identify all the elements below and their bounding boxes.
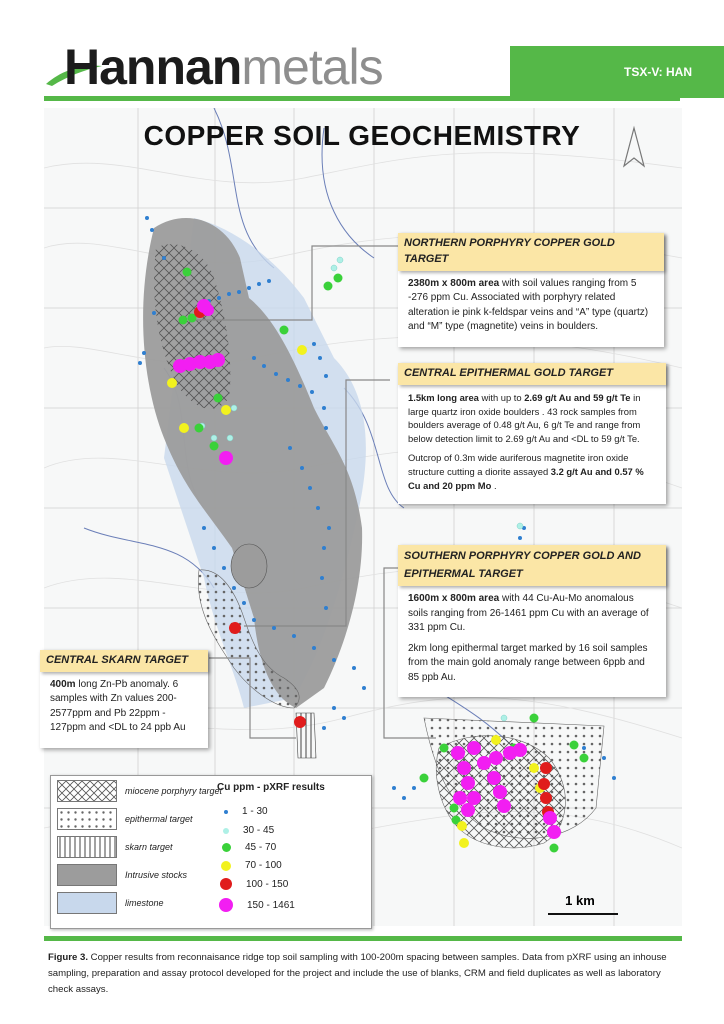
cu-class-2-label: 30 - 45: [243, 825, 275, 836]
callout-northern-heading: NORTHERN PORPHYRY COPPER GOLD TARGET: [398, 233, 664, 271]
legend-porphyry: [57, 780, 222, 802]
callout-northern: [398, 233, 664, 347]
callout-skarn-bold: 400m: [50, 678, 76, 690]
callout-central-bold3: 3.2 g/t Au and 0.57 % Cu and 20 ppm Mo: [408, 466, 644, 491]
logo-metals: metals: [241, 39, 383, 95]
caption-text: Copper results from reconnaisance ridge top soil sampling with 100-200m spacing between samples. Data from pXRF using an inhouse sampling, preparation and assay protocol developed for the project and include the use of blanks, CRM and field duplicates as well as laboratory check assays.: [48, 952, 667, 995]
figure-caption: [48, 950, 688, 998]
logo-hannan: Hannan: [64, 39, 242, 95]
cu-class-1-label: 1 - 30: [242, 806, 268, 817]
cu-class-6-label: 150 - 1461: [247, 899, 295, 911]
callout-central-text2: in large quartz iron oxide boulders . 43 rock samples from boulders average of 0.48 g/t Au, 6 g/t Te and range from below detection limit to 2.69 g/t Au and <DL to 59 g/t Te.: [408, 391, 641, 444]
cu-legend-title: Cu ppm - pXRF results: [217, 782, 325, 793]
callout-skarn-text: long Zn-Pb anomaly. 6 samples with Zn values 200-2577ppm and Pb 22ppm - 127ppm and <DL to 24 ppb Au: [50, 678, 186, 734]
callout-central-body: [398, 385, 666, 504]
callout-southern-bold: 1600m x 800m area: [408, 593, 500, 605]
page-header: [0, 0, 724, 100]
callout-southern-text1: with 44 Cu-Au-Mo anomalous soils ranging from 26-1461 ppm Cu with an average of 331 ppm Cu.: [408, 593, 649, 634]
callout-central-text3: Outcrop of 0.3m wide auriferous magnetite iron oxide structure cutting a diorite assayed: [408, 452, 629, 478]
legend-skarn: [57, 836, 173, 858]
cu-dot-icon: [220, 878, 232, 890]
callout-central-text4: .: [491, 479, 497, 491]
callout-southern: [398, 545, 666, 697]
crosshatch-swatch-icon: [57, 780, 117, 802]
cu-dot-icon: [222, 843, 231, 852]
legend-intrusive: [57, 864, 187, 886]
scale-bar: [548, 913, 618, 915]
callout-central-text1: with up to: [478, 391, 525, 403]
cu-class-3-label: 45 - 70: [245, 842, 277, 853]
cu-class-2: [219, 825, 274, 836]
map-legend: [50, 775, 372, 929]
callout-skarn: [40, 650, 208, 748]
scale-label: 1 km: [565, 893, 595, 908]
cu-class-4: [219, 860, 282, 871]
callout-northern-text: with soil values ranging from 5 -276 ppm Cu. Associated with porphyry related alteration ie pink k-feldspar veins and “A” type (quartz) and “M” type (magnetite) veins in boulders.: [408, 277, 649, 333]
callout-skarn-body: [40, 672, 208, 748]
header-rule: [44, 96, 680, 101]
callout-northern-body: [398, 271, 664, 347]
legend-epithermal-label: epithermal target: [125, 814, 193, 824]
callout-southern-body: [398, 586, 666, 697]
ticker-badge: TSX-V: HAN: [510, 46, 724, 98]
callout-central-bold2: 2.69 g/t Au and 59 g/t Te: [524, 391, 631, 403]
callout-southern-heading: SOUTHERN PORPHYRY COPPER GOLD AND EPITHERMAL TARGET: [398, 545, 666, 586]
cu-class-5-label: 100 - 150: [246, 878, 289, 890]
cu-class-5: [219, 878, 288, 890]
dots-swatch-icon: [57, 808, 117, 830]
callout-central-heading: CENTRAL EPITHERMAL GOLD TARGET: [398, 363, 666, 385]
lightblue-swatch-icon: [57, 892, 117, 914]
legend-skarn-label: skarn target: [125, 842, 173, 852]
intrusive-stock-small: [231, 544, 267, 588]
callout-skarn-heading: CENTRAL SKARN TARGET: [40, 650, 208, 672]
cu-dot-icon: [219, 898, 233, 912]
legend-intrusive-label: Intrusive stocks: [125, 870, 188, 880]
cu-class-6: [219, 898, 295, 912]
logo-wordmark: [64, 40, 383, 95]
caption-label: Figure 3.: [48, 952, 88, 963]
cu-dot-icon: [221, 861, 231, 871]
cu-class-1: [219, 806, 268, 817]
legend-epithermal: [57, 808, 193, 830]
legend-limestone: [57, 892, 164, 914]
company-logo: [44, 40, 444, 95]
footer-rule: [44, 936, 682, 941]
legend-porphyry-label: miocene porphyry target: [125, 786, 223, 796]
cu-dot-icon: [224, 810, 228, 814]
cu-class-3: [219, 842, 276, 853]
callout-central-bold1: 1.5km long area: [408, 391, 479, 403]
grey-swatch-icon: [57, 864, 117, 886]
callout-southern-text2: 2km long epithermal target marked by 16 soil samples from the main gold anomaly range between 6ppb and 85 ppb Au.: [408, 642, 648, 683]
cu-dot-icon: [223, 828, 229, 834]
legend-limestone-label: limestone: [125, 898, 164, 908]
cu-class-4-label: 70 - 100: [245, 860, 282, 871]
callout-northern-bold: 2380m x 800m area: [408, 277, 500, 289]
vertical-swatch-icon: [57, 836, 117, 858]
map-title: COPPER SOIL GEOCHEMISTRY: [143, 120, 581, 151]
callout-central-epithermal: [398, 363, 666, 504]
